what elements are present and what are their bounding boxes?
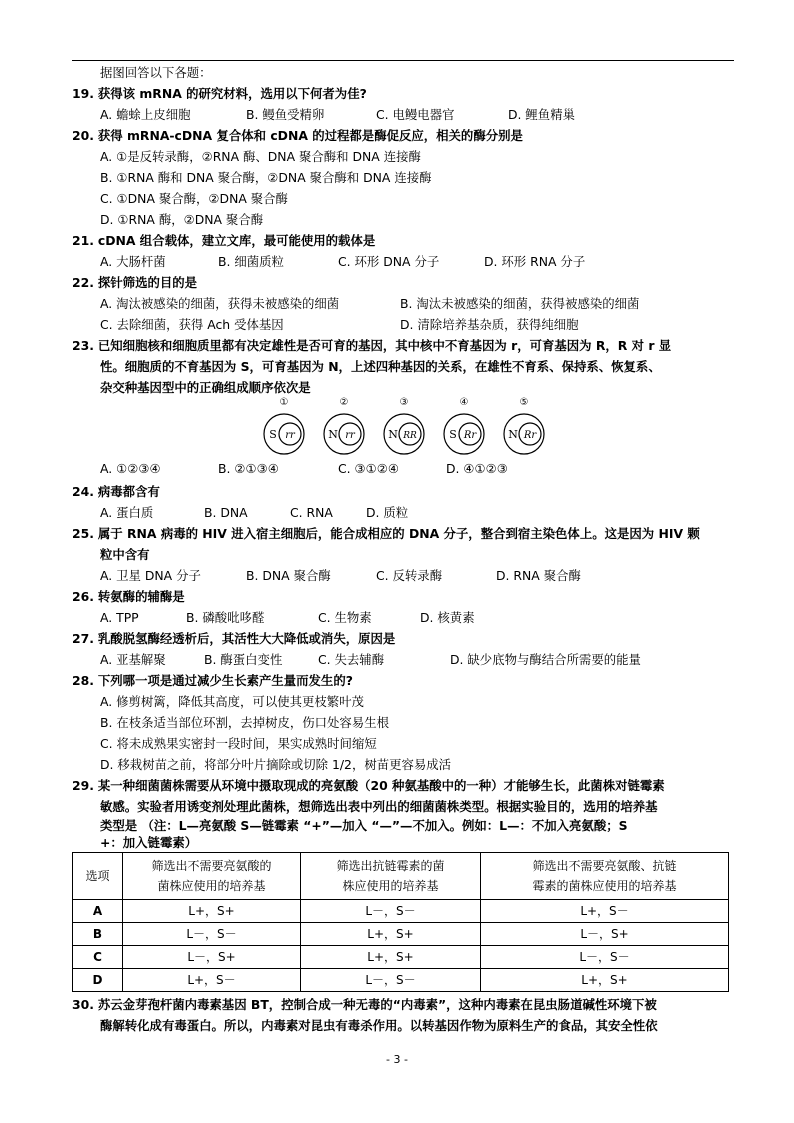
option-a: A. 亚基解聚 bbox=[100, 652, 166, 667]
option-a: A. 蟾蜍上皮细胞 bbox=[100, 107, 191, 122]
question-25 bbox=[72, 525, 700, 542]
page-number: - 3 - bbox=[386, 1053, 408, 1066]
table-cell: L+，S+ bbox=[123, 900, 301, 923]
option-d: D. 鲤鱼精巢 bbox=[508, 107, 575, 122]
option-c: C. 生物素 bbox=[318, 610, 372, 625]
table-row bbox=[73, 900, 729, 923]
question-text-line: 敏感。实验者用诱变剂处理此菌株，想筛选出表中列出的细菌菌株类型。根据实验目的，选用的培养基 bbox=[100, 799, 658, 814]
question-number: 21. bbox=[72, 233, 94, 248]
option-a: A. 蛋白质 bbox=[100, 505, 154, 520]
question-24 bbox=[72, 483, 160, 500]
option-b: B. ②①③④ bbox=[218, 461, 279, 476]
cell-label: ② bbox=[339, 397, 349, 408]
option-d: D. 缺少底物与酶结合所需要的能量 bbox=[450, 652, 641, 667]
option-b: B. 在枝条适当部位环割，去掉树皮，伤口处容易生根 bbox=[100, 715, 389, 730]
option-d: D. 核黄素 bbox=[420, 610, 475, 625]
question-number: 29. bbox=[72, 778, 94, 793]
question-text: 获得该 mRNA 的研究材料，选用以下何者为佳? bbox=[97, 86, 367, 101]
question-number: 19. bbox=[72, 86, 94, 101]
question-20 bbox=[72, 127, 523, 144]
option-a: A. ①②③④ bbox=[100, 461, 161, 476]
question-28 bbox=[72, 672, 353, 689]
question-text: 探针筛选的目的是 bbox=[97, 275, 198, 290]
medium-table bbox=[72, 852, 729, 992]
table-cell: L－，S－ bbox=[481, 946, 729, 969]
table-header: 筛选出不需要亮氨酸的 菌株应使用的培养基 bbox=[123, 853, 301, 900]
option-d: D. 清除培养基杂质，获得纯细胞 bbox=[400, 317, 579, 332]
question-21 bbox=[72, 232, 375, 249]
option-a: A. 淘汰被感染的细菌，获得未被感染的细菌 bbox=[100, 296, 340, 311]
cell-label: ③ bbox=[399, 397, 409, 408]
question-text: 乳酸脱氢酶经透析后，其活性大大降低或消失，原因是 bbox=[97, 631, 396, 646]
question-26 bbox=[72, 588, 185, 605]
option-b: B. 淘汰未被感染的细菌，获得被感染的细菌 bbox=[400, 296, 640, 311]
option-a: A. 卫星 DNA 分子 bbox=[100, 568, 201, 583]
question-text-line: 粒中含有 bbox=[100, 547, 150, 562]
question-number: 20. bbox=[72, 128, 94, 143]
option-b: B. 酶蛋白变性 bbox=[204, 652, 283, 667]
table-cell: L+，S+ bbox=[481, 969, 729, 992]
option-b: B. 细菌质粒 bbox=[218, 254, 284, 269]
question-number: 28. bbox=[72, 673, 94, 688]
question-number: 26. bbox=[72, 589, 94, 604]
option-a: A. ①是反转录酶，②RNA 酶、DNA 聚合酶和 DNA 连接酶 bbox=[100, 149, 421, 164]
table-cell: L－，S－ bbox=[301, 969, 481, 992]
table-cell: C bbox=[73, 946, 123, 969]
option-b: B. DNA bbox=[204, 505, 248, 520]
genotype-cells-figure bbox=[260, 394, 550, 460]
question-text-line: 类型是 （注：L—亮氨酸 S—链霉素 “+”—加入 “—”—不加入。例如：L—：不加入亮氨酸；S bbox=[100, 818, 628, 833]
option-c: C. ③①②④ bbox=[338, 461, 399, 476]
nucleus-genes: RR bbox=[403, 431, 417, 441]
table-header-row bbox=[73, 853, 729, 900]
question-29 bbox=[72, 777, 665, 794]
table-header: 筛选出不需要亮氨酸、抗链 霉素的菌株应使用的培养基 bbox=[481, 853, 729, 900]
option-b: B. 磷酸吡哆醛 bbox=[186, 610, 265, 625]
table-row bbox=[73, 946, 729, 969]
nucleus-genes: rr bbox=[345, 430, 355, 441]
question-text-line: 某一种细菌菌株需要从环境中摄取现成的亮氨酸（20 种氨基酸中的一种）才能够生长，此菌株对链霉素 bbox=[97, 778, 665, 793]
table-cell: L+，S+ bbox=[301, 923, 481, 946]
option-c: C. 环形 DNA 分子 bbox=[338, 254, 440, 269]
option-b: B. 鳗鱼受精卵 bbox=[246, 107, 325, 122]
option-b: B. ①RNA 酶和 DNA 聚合酶，②DNA 聚合酶和 DNA 连接酶 bbox=[100, 170, 432, 185]
nucleus-genes: Rr bbox=[523, 430, 537, 441]
question-number: 23. bbox=[72, 338, 94, 353]
option-d: D. ④①②③ bbox=[446, 461, 508, 476]
table-cell: L+，S－ bbox=[481, 900, 729, 923]
cytoplasm-gene: S bbox=[269, 428, 277, 441]
cytoplasm-gene: N bbox=[508, 428, 518, 441]
table-cell: L－，S－ bbox=[301, 900, 481, 923]
nucleus-genes: rr bbox=[285, 430, 295, 441]
question-text-line: 苏云金芽孢杆菌内毒素基因 BT，控制合成一种无毒的“内毒素”，这种内毒素在昆虫肠道碱性环境下被 bbox=[97, 997, 657, 1012]
option-c: C. 电鳗电器官 bbox=[376, 107, 455, 122]
option-d: D. ①RNA 酶，②DNA 聚合酶 bbox=[100, 212, 264, 227]
table-header: 筛选出抗链霉素的菌 株应使用的培养基 bbox=[301, 853, 481, 900]
option-d: D. 环形 RNA 分子 bbox=[484, 254, 586, 269]
question-text-line: 已知细胞核和细胞质里都有决定雄性是否可育的基因，其中核中不育基因为 r，可育基因为 R，R 对 r 显 bbox=[97, 338, 672, 353]
question-text: 病毒都含有 bbox=[97, 484, 160, 499]
table-row bbox=[73, 923, 729, 946]
table-cell: L－，S－ bbox=[123, 923, 301, 946]
option-d: D. RNA 聚合酶 bbox=[496, 568, 581, 583]
question-30 bbox=[72, 996, 657, 1013]
cell-1 bbox=[264, 397, 304, 454]
table-cell: L+，S－ bbox=[123, 969, 301, 992]
question-text-line: 酶解转化成有毒蛋白。所以，内毒素对昆虫有毒杀作用。以转基因作物为原料生产的食品，其安全性依 bbox=[100, 1018, 658, 1033]
cell-3 bbox=[384, 397, 424, 454]
question-number: 24. bbox=[72, 484, 94, 499]
question-text: 下列哪一项是通过减少生长素产生量而发生的? bbox=[97, 673, 353, 688]
option-d: D. 质粒 bbox=[366, 505, 409, 520]
question-27 bbox=[72, 630, 395, 647]
question-22 bbox=[72, 274, 197, 291]
cell-label: ⑤ bbox=[519, 397, 529, 408]
option-c: C. 去除细菌，获得 Ach 受体基因 bbox=[100, 317, 284, 332]
cytoplasm-gene: N bbox=[328, 428, 338, 441]
question-text-line: 属于 RNA 病毒的 HIV 进入宿主细胞后，能合成相应的 DNA 分子，整合到宿主染色体上。这是因为 HIV 颗 bbox=[97, 526, 700, 541]
question-number: 25. bbox=[72, 526, 94, 541]
option-b: B. DNA 聚合酶 bbox=[246, 568, 331, 583]
option-a: A. 修剪树篱，降低其高度，可以使其更枝繁叶茂 bbox=[100, 694, 364, 709]
cell-label: ④ bbox=[459, 397, 469, 408]
question-text: cDNA 组合载体，建立文库，最可能使用的载体是 bbox=[97, 233, 376, 248]
option-c: C. 失去辅酶 bbox=[318, 652, 385, 667]
cell-4 bbox=[444, 397, 484, 454]
table-cell: L+，S+ bbox=[301, 946, 481, 969]
table-cell: A bbox=[73, 900, 123, 923]
nucleus-genes: Rr bbox=[463, 430, 477, 441]
option-d: D. 移栽树苗之前，将部分叶片摘除或切除 1/2，树苗更容易成活 bbox=[100, 757, 452, 772]
option-c: C. 反转录酶 bbox=[376, 568, 443, 583]
question-number: 27. bbox=[72, 631, 94, 646]
cytoplasm-gene: S bbox=[449, 428, 457, 441]
table-header: 选项 bbox=[73, 853, 123, 900]
question-text-line: 性。细胞质的不育基因为 S，可育基因为 N，上述四种基因的关系，在雄性不育系、保持系、恢复系、 bbox=[100, 359, 661, 374]
option-c: C. 将未成熟果实密封一段时间，果实成熟时间缩短 bbox=[100, 736, 377, 751]
cell-5 bbox=[504, 397, 544, 454]
question-text: 获得 mRNA-cDNA 复合体和 cDNA 的过程都是酶促反应，相关的酶分别是 bbox=[97, 128, 523, 143]
question-text: 转氨酶的辅酶是 bbox=[97, 589, 185, 604]
cell-2 bbox=[324, 397, 364, 454]
intro-text: 据图回答以下各题： bbox=[100, 65, 212, 80]
question-text-line: 杂交种基因型中的正确组成顺序依次是 bbox=[100, 380, 311, 395]
table-cell: L－，S+ bbox=[123, 946, 301, 969]
question-19 bbox=[72, 85, 367, 102]
table-row bbox=[73, 969, 729, 992]
table-cell: D bbox=[73, 969, 123, 992]
cell-label: ① bbox=[279, 397, 289, 408]
option-c: C. RNA bbox=[290, 505, 333, 520]
table-cell: L－，S+ bbox=[481, 923, 729, 946]
question-23 bbox=[72, 337, 671, 354]
option-a: A. 大肠杆菌 bbox=[100, 254, 166, 269]
table-cell: B bbox=[73, 923, 123, 946]
question-number: 22. bbox=[72, 275, 94, 290]
question-number: 30. bbox=[72, 997, 94, 1012]
question-text-line: +：加入链霉素） bbox=[100, 835, 198, 850]
option-c: C. ①DNA 聚合酶，②DNA 聚合酶 bbox=[100, 191, 288, 206]
cytoplasm-gene: N bbox=[388, 428, 398, 441]
header-rule bbox=[72, 60, 734, 61]
option-a: A. TPP bbox=[100, 610, 139, 625]
